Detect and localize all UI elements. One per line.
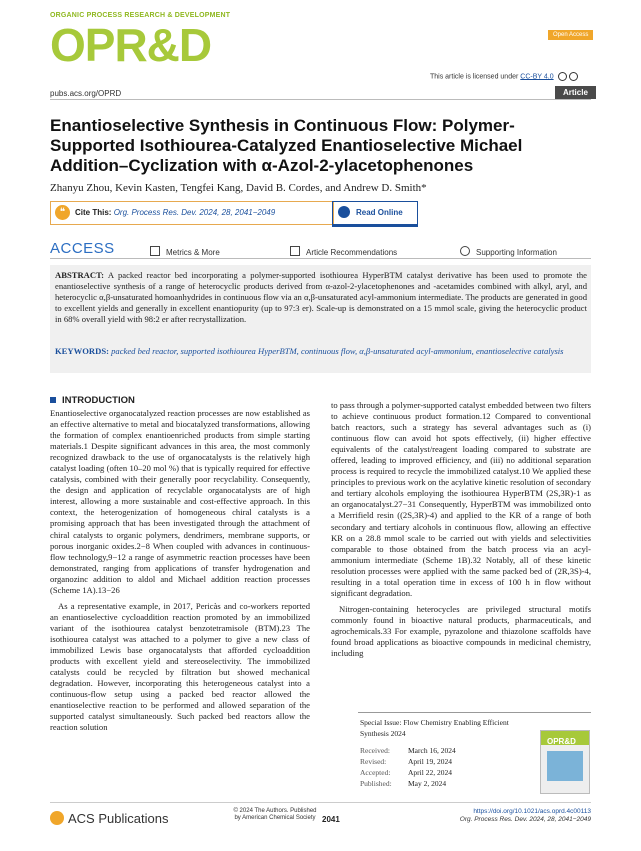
date-row: Revised: April 19, 2024: [360, 757, 452, 766]
date-row: Accepted: April 22, 2024: [360, 768, 452, 777]
abstract-label: ABSTRACT:: [55, 270, 105, 280]
supporting-label: Supporting Information: [476, 248, 557, 257]
special-divider: [358, 712, 591, 713]
access-divider: [50, 258, 591, 259]
doi-block: [440, 808, 591, 824]
paragraph: As a representative example, in 2017, Pericàs and co-workers reported an enantioselective cycloaddition reaction promoted by an immobilized variant of the isothiourea catalyst benzotetramisole (BTM).23 The isothiourea catalyst was attached to a polymer to give a new class of immobilized Lewis base organocatalysts that afforded cycloaddition products with excellent yield and stereoselectivity. The immobilized catalysts could be recycled by filtration but showed mechanical degradation. However, incorporating this heterogeneous catalyst into a continuous-flow setup using a packed bed reactor allowed the enantioselective reaction to be performed and allowed separation of the supported catalyst simultaneously. Such packed bed reactors allow the reaction solution: [50, 600, 310, 733]
access-heading: ACCESS: [50, 240, 115, 257]
acs-icon: [50, 811, 64, 825]
cover-band: [541, 731, 589, 745]
left-column: [50, 408, 310, 738]
open-access-badge: Open Access: [548, 30, 593, 40]
cite-text: [75, 208, 275, 217]
article-title: Enantioselective Synthesis in Continuous Flow: Polymer-Supported Isothiourea-Catalyzed Enantioselective Michael Addition–Cyclization with α-Azol-2-ylacetophenones: [50, 116, 523, 175]
cite-ref[interactable]: Org. Process Res. Dev. 2024, 28, 2041−2049: [113, 208, 276, 217]
journal-cover-image: [540, 730, 590, 794]
footer-citation: Org. Process Res. Dev. 2024, 28, 2041−2049: [459, 816, 591, 823]
authors: Zhanyu Zhou, Kevin Kasten, Tengfei Kang, David B. Cordes, and Andrew D. Smith*: [50, 182, 427, 194]
publisher-name: ACS Publications: [68, 811, 169, 826]
header-divider: [50, 99, 591, 100]
info-icon: [460, 246, 470, 256]
publisher-logo: [50, 811, 168, 826]
recommendations-label: Article Recommendations: [306, 248, 398, 257]
section-heading: [50, 395, 135, 406]
license-link[interactable]: CC-BY 4.0: [520, 73, 554, 81]
abstract: [55, 270, 587, 325]
article-history: [360, 717, 530, 789]
cover-art: [547, 751, 583, 781]
cc-icon: [558, 72, 567, 81]
date-row: Published: May 2, 2024: [360, 779, 447, 788]
journal-logo: OPR&D: [50, 19, 212, 71]
chart-icon: [150, 246, 160, 256]
section-marker-icon: [50, 397, 56, 403]
keywords: [55, 346, 587, 357]
journal-url[interactable]: pubs.acs.org/OPRD: [50, 89, 122, 98]
paragraph: Enantioselective organocatalyzed reaction processes are now established as an effective alternative to metal and biocatalyzed transformations, allowing the formation of complex enantioenriched products from simple starting materials.1 Despite significant advances in this area, the most commonly recognized drawback to the use of organocatalysts is the relatively high catalyst loading (often 10–20 mol %) that is typically required for effective catalysis, combined with their generally poor recyclability. Consequently, the design and application of recyclable organocatalysts are of high interest, allowing a more sustainable and cost-effective approach. In this context, the heterogenization of homogeneous chiral catalysts is a promising approach that has been investigated through the attachment of chiral catalysts to organic polymers, dendrimers, membrane supports, or porous inorganic oxides.2−8 When coupled with advances in continuous-flow technology,9−12 a range of asymmetric reaction processes have been demonstrated, ranging from applications of transfer hydrogenation and organozinc addition to aldol and Michael addition reaction processes (Scheme 1A).13−26: [50, 408, 310, 595]
abstract-text: A packed reactor bed incorporating a polymer-supported isothiourea HyperBTM catalyst derivative has been used to promote the enantioselective synthesis of a range of heterocyclic products derived from α-azol-2-ylacetophenones and -acetamides combined with alkyl, aryl, and heterocyclic α,β-unsaturated homoanhydrides in continuous flow via an α,β-unsaturated acyl-ammonium intermediate. The products are generated in good to excellent yields and generally in excellent enantiopurity (up to 97:3 er). Scale-up is demonstrated on a 15 mmol scale, giving the heterocyclic product in 68% overall yield with 98:2 er after recrystallization.: [55, 270, 587, 324]
article-type-tag: Article: [555, 86, 596, 99]
cite-label: Cite This:: [75, 208, 112, 217]
globe-icon: [338, 206, 350, 218]
metrics-label: Metrics & More: [166, 248, 220, 257]
section-title: INTRODUCTION: [62, 395, 135, 406]
recommendations-link[interactable]: [290, 246, 397, 257]
read-online-label[interactable]: Read Online: [356, 208, 403, 217]
paragraph: Nitrogen-containing heterocycles are privileged structural motifs commonly found in bioactive natural products, pharmaceuticals, and agrochemicals.33 For example, pyrazolone and thiazolone scaffolds have found broad applications as bioactive compounds in medicinal chemistry, including: [331, 603, 591, 659]
right-column: [331, 400, 591, 664]
doi-link[interactable]: https://doi.org/10.1021/acs.oprd.4c00113: [473, 808, 591, 815]
quote-icon: ❝: [55, 205, 70, 220]
keywords-label: KEYWORDS:: [55, 346, 109, 356]
license-line: [430, 72, 578, 81]
copyright: © 2024 The Authors. Published by American Chemical Society: [233, 808, 317, 821]
footer-divider: [50, 802, 591, 803]
cover-logo: OPR&D: [547, 737, 576, 746]
journal-name: ORGANIC PROCESS RESEARCH & DEVELOPMENT: [50, 12, 231, 19]
document-icon: [290, 246, 300, 256]
supporting-info-link[interactable]: [460, 246, 557, 257]
date-row: Received: March 16, 2024: [360, 746, 456, 755]
paragraph: to pass through a polymer-supported catalyst embedded between two filters to achieve continuous product formation.12 Compared to conventional batch reactors, such a strategy has several advantages such as (i) continuous flow can avoid hot spots effectively, (ii) higher effective equivalents of the catalyst/reagent loading compared to substrate are offered, leading to improved efficiency, and (iii) no additional separation process is required to recycle the immobilized catalyst.10 We applied these principles to previous work on the acylative kinetic resolution of secondary and tertiary alcohols employing the isothiourea HyperBTM (2S,3R)-1 as an organocatalyst.27−31 Consequently, HyperBTM was immobilized onto a Merrifield resin ((2S,3R)-4) and applied to the KR of a range of both secondary and tertiary alcohols in continuous flow, allowing an effective KR on a 28.8 mmol scale to be carried out with yields and selectivities comparable to those obtained from the batch process via an acyl-ammonium intermediate (Scheme 1B).32 Notably, all of these kinetic resolution processes were applied with the same packed bed of (2R,3S)-4, resulting in a total operation time in excess of 100 h in flow without significant degradation.: [331, 400, 591, 598]
keywords-text: packed bed reactor, supported isothiourea HyperBTM, continuous flow, α,β-unsaturated acyl-ammonium, enantioselective catalysis: [111, 346, 564, 356]
page-number: 2041: [322, 815, 340, 824]
metrics-link[interactable]: [150, 246, 220, 257]
license-prefix: This article is licensed under: [430, 73, 521, 81]
special-issue: Special Issue: Flow Chemistry Enabling Efficient Synthesis 2024: [360, 718, 509, 738]
by-icon: [569, 72, 578, 81]
